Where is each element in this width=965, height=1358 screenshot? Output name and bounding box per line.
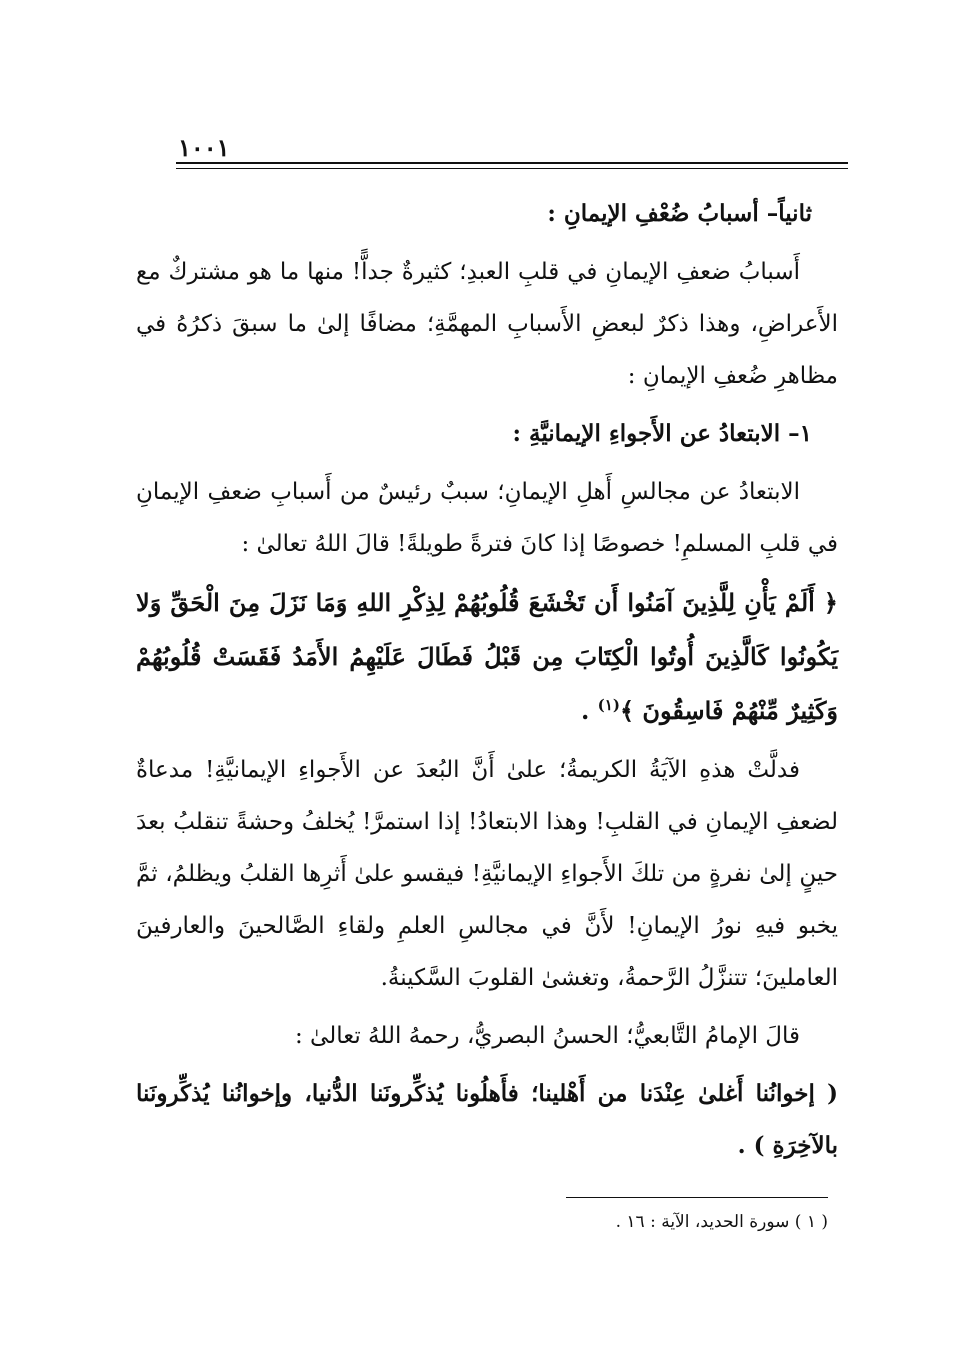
paragraph-2: الابتعادُ عن مجالسِ أَهلِ الإيمانِ؛ سببٌ رئيسٌ من أَسبابِ ضعفِ الإيمانِ في قلبِ المسلمِ! خصوصًا إذا كانَ فترةً طويلةً! قالَ اللهُ تعالىٰ :: [136, 479, 838, 557]
quote: ( إخوانُنا أَغلىٰ عِنْدَنا من أَهْلينا؛ فأَهلُونا يُذكِّرونَنا الدُّنيا، وإخوانُنا يُذكِّرونَنا بالآخِرَةِ ) .: [136, 1080, 839, 1159]
section-heading: ثانياً– أسبابُ ضُعْفِ الإيمانِ :: [547, 200, 812, 227]
quran-verse: ﴿ أَلَمْ يَأْنِ لِلَّذِينَ آمَنُوا أَن تَخْشَعَ قُلُوبُهُمْ لِذِكْرِ اللهِ وَمَا نَزَلَ مِنَ الْحَقِّ وَلا يَكُونُوا كَالَّذِينَ أُوتُوا الْكِتَابَ مِن قَبْلُ فَطَالَ عَلَيْهِمُ الأَمَدُ فَقَسَتْ قُلُوبُهُمْ وَكَثِيرٌ مِّنْهُمْ فَاسِقُونَ ﴾: [136, 588, 838, 725]
paragraph-4: قالَ الإمامُ التَّابعيُّ؛ الحسنُ البصريُّ، رحمهُ اللهُ تعالىٰ :: [294, 1023, 800, 1049]
intro-paragraph: أَسبابُ ضعفِ الإيمانِ في قلبِ العبدِ؛ كثيرةٌ جداًّ! منها ما هو مشتركٌ مع الأَعراضِ، وهذا ذكرٌ لبعضِ الأَسبابِ المهمَّةِ؛ مضافًا إلىٰ ما سبقَ ذكرُهُ في مظاهرِ ضُعفِ الإيمانِ :: [136, 259, 838, 389]
header-rule-thin: [176, 168, 848, 169]
page-number: ١٠٠١: [178, 133, 230, 162]
footnote-reference: (١): [597, 696, 620, 714]
quran-verse-end: .: [580, 696, 598, 725]
header-rule-thick: [176, 162, 848, 164]
subheading: ١– الابتعادُ عن الأَجواءِ الإيمانيَّةِ :: [512, 420, 812, 447]
footnote-divider: [566, 1197, 828, 1198]
quran-verse-block: [136, 576, 838, 738]
footnote: ( ١ ) سورة الحديد، الآية : ١٦ .: [615, 1212, 828, 1232]
paragraph-3: فدلَّتْ هذهِ الآيَةُ الكريمةُ؛ علىٰ أَنَّ البُعدَ عن الأَجواءِ الإيمانيَّةِ! مدعاةٌ لضعفِ الإيمانِ في القلبِ! وهذا الابتعادُ! إذا استمرَّ! يُخلفُ وحشةً تنقلبُ بعدَ حينٍ إلىٰ نفرةٍ من تلكَ الأَجواءِ الإيمانيَّةِ! فيقسو علىٰ أَثرِها القلبُ ويظلمُ، ثمَّ يخبو فيهِ نورُ الإيمانِ! لأَنَّ في مجالسِ العلمِ ولقاءِ الصَّالحينَ والعارفينَ العاملينَ؛ تتنزَّلُ الرَّحمةُ، وتغشىٰ القلوبَ السَّكينةُ.: [136, 757, 838, 991]
page-body: [136, 188, 838, 1178]
